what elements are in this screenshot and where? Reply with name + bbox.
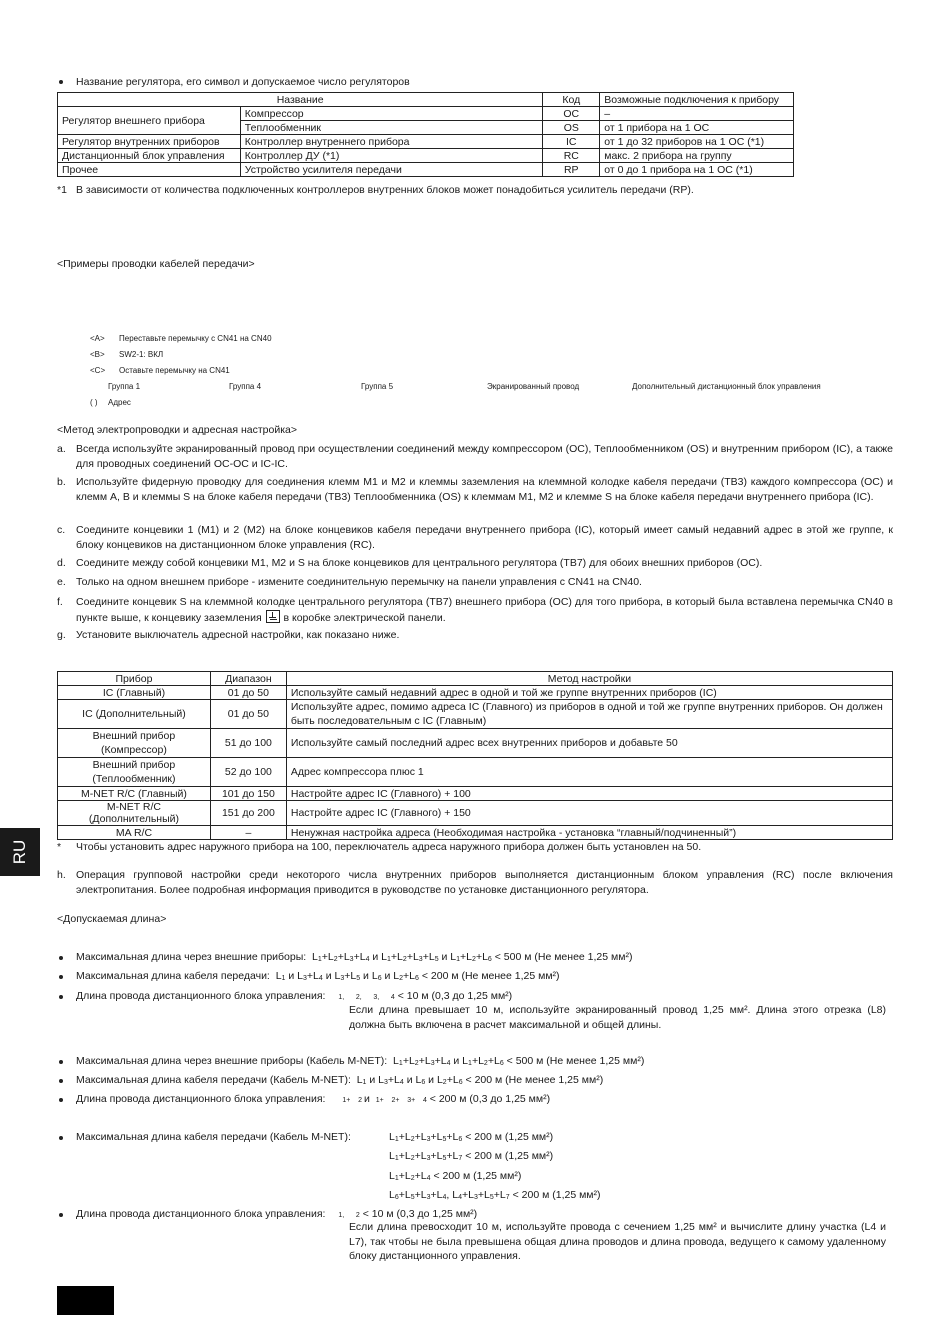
language-tab: [0, 828, 40, 876]
table-cell: 101 до 150: [210, 787, 286, 801]
bullet-icon: [59, 995, 63, 999]
legend-b-tag: <B>: [90, 350, 105, 359]
length-label-text: Максимальная длина кабеля передачи (Кабель M-NET):: [76, 1131, 351, 1143]
footnote-text: В зависимости от количества подключенных контроллеров внутренних блоков может понадобиться усилитель передачи (RP).: [76, 184, 694, 196]
length-formula: L1+L2+L4 < 200 м (1,25 мм²): [389, 1170, 522, 1182]
step-letter: d.: [57, 557, 66, 569]
step-text: Соедините концевики 1 (M1) и 2 (M2) на блоке концевиков кабеля передачи внутреннего прибора (IC), который имеет самый недавний адрес в этой же группе, к блоку концевиков на дистанционном блоке управления (RC).: [76, 524, 893, 551]
table-cell: макс. 2 прибора на группу: [600, 149, 794, 163]
table-cell: Используйте самый последний адрес всех внутренних приборов и добавьте 50: [286, 729, 892, 758]
legend-address: Адрес: [108, 398, 131, 407]
table-header: Название: [58, 93, 543, 107]
length-label-text: Максимальная длина кабеля передачи:: [76, 970, 270, 982]
table-header: Метод настройки: [286, 672, 892, 686]
footnote-mark: *1: [57, 184, 67, 196]
wiring-examples-heading: <Примеры проводки кабелей передачи>: [57, 258, 255, 270]
table-cell: RP: [543, 163, 600, 177]
length-label-text: Максимальная длина через внешние приборы:: [76, 951, 307, 963]
table-cell: 52 до 100: [210, 758, 286, 787]
table-cell: Теплообменник: [240, 121, 543, 135]
table-cell: Ненужная настройка адреса (Необходимая настройка - установка “главный/подчиненный”): [286, 826, 892, 840]
step-text-before: Соедините концевик S на клеммной колодке центрального регулятора (TB7) внешнего прибора (OC) для того прибора, в который была вставлена перемычка CN40 в пункте выше, к концевику заземления: [76, 596, 893, 624]
step-letter: f.: [57, 596, 63, 608]
legend-paren: ( ): [90, 398, 98, 407]
table-cell: Прочее: [58, 163, 241, 177]
table-cell: 151 до 200: [210, 801, 286, 826]
length-value: < 200 м (1,25 мм²): [465, 1131, 554, 1143]
table-cell: Используйте самый недавний адрес в одной и той же группе внутренних приборов (IC): [286, 686, 892, 700]
intro-bullet-text: Название регулятора, его символ и допускаемое число регуляторов: [76, 76, 410, 88]
table-header: Код: [543, 93, 600, 107]
length-label: Длина провода дистанционного блока управления: 1+ 2 и 1+ 2+ 3+ 4 < 200 м (0,3 до 1,25 мм²): [76, 1093, 551, 1105]
table-cell: Контроллер внутреннего прибора: [240, 135, 543, 149]
step-text: Операция групповой настройки среди некоторого числа внутренних приборов выполняется дистанционным блоком управления (RC) после включения электропитания. Более подробная информация приводится в руководстве по установке дистанционного регулятора.: [76, 869, 893, 896]
table-cell: Регулятор внутренних приборов: [58, 135, 241, 149]
step-letter: h.: [57, 869, 66, 881]
length-label: Максимальная длина через внешние приборы: L1+L2+L3+L4 и L1+L2+L3+L5 и L1+L2+L6 < 500 м (Не менее 1,25 мм²): [76, 951, 633, 963]
table-cell: IC (Главный): [58, 686, 211, 700]
note-text: Чтобы установить адрес наружного прибора на 100, переключатель адреса наружного прибора должен быть установлен на 50.: [76, 841, 702, 853]
length-value: < 10 м (0,3 до 1,25 мм²): [397, 990, 513, 1002]
bullet-icon: [59, 956, 63, 960]
legend-b-text: SW2-1: ВКЛ: [119, 350, 164, 359]
table-cell: Регулятор внешнего прибора: [58, 107, 241, 135]
table-cell: Внешний прибор (Теплообменник): [58, 758, 211, 787]
table-cell: 51 до 100: [210, 729, 286, 758]
table-cell: 01 до 50: [210, 700, 286, 729]
step-text: Установите выключатель адресной настройки, как показано ниже.: [76, 629, 400, 641]
ground-icon: [266, 610, 280, 623]
table-cell: Адрес компрессора плюс 1: [286, 758, 892, 787]
table-cell: от 1 прибора на 1 OC: [600, 121, 794, 135]
table-cell: Внешний прибор (Компрессор): [58, 729, 211, 758]
table-cell: OS: [543, 121, 600, 135]
bullet-icon: [59, 80, 63, 84]
table-header: Прибор: [58, 672, 211, 686]
table-cell: Устройство усилителя передачи: [240, 163, 543, 177]
length-label: Длина провода дистанционного блока управления: 1, 2 < 10 м (0,3 до 1,25 мм²): [76, 1208, 478, 1220]
step-text-after: в коробке электрической панели.: [283, 611, 446, 624]
legend-c-tag: <C>: [90, 366, 106, 375]
step-text: Соедините между собой концевики M1, M2 и S на блоке концевиков для центрального регулятора (TB7) для обоих внешних приборов (OC).: [76, 557, 763, 569]
length-label-text: Максимальная длина кабеля передачи (Кабель M-NET):: [76, 1074, 351, 1086]
table-cell: M-NET R/C (Дополнительный): [58, 801, 211, 826]
table-cell: Настройте адрес IC (Главного) + 100: [286, 787, 892, 801]
length-formula: L1+L2+L3+L5+L6 < 200 м (1,25 мм²): [389, 1131, 554, 1143]
bullet-icon: [59, 1213, 63, 1217]
step-text: Используйте фидерную проводку для соединения клемм M1 и M2 и клеммы заземления на клеммной колодке кабеля передачи (TB3) каждого компрессора (OC) и клемм A, B и клеммы S на блоке кабеля передачи (TB3) Теплообменника (OS) к клеммам M1, M2 и клемме S на блоке кабеля передачи внутреннего прибора (IC).: [76, 476, 893, 503]
table-cell: Компрессор: [240, 107, 543, 121]
table-cell: MA R/C: [58, 826, 211, 840]
table-cell: Дистанционный блок управления: [58, 149, 241, 163]
bullet-icon: [59, 1098, 63, 1102]
length-label-text: Длина провода дистанционного блока управления:: [76, 1093, 326, 1105]
address-table: [57, 671, 893, 840]
table-cell: OC: [543, 107, 600, 121]
table-cell: M-NET R/C (Главный): [58, 787, 211, 801]
length-value: < 200 м (1,25 мм²): [512, 1189, 601, 1201]
table-cell: IC: [543, 135, 600, 149]
table-cell: Используйте адрес, помимо адреса IC (Главного) из приборов в одной и той же группе внутренних приборов. Он должен быть последовательным с IC (Главным): [286, 700, 892, 729]
bullet-icon: [59, 1079, 63, 1083]
bullet-icon: [59, 975, 63, 979]
method-heading: <Метод электропроводки и адресная настройка>: [57, 424, 298, 436]
legend-group1: Группа 1: [108, 382, 141, 391]
length-heading: <Допускаемая длина>: [57, 913, 167, 925]
step-letter: c.: [57, 524, 66, 536]
table-cell: 01 до 50: [210, 686, 286, 700]
table-cell: Контроллер ДУ (*1): [240, 149, 543, 163]
bullet-icon: [59, 1136, 63, 1140]
length-label-text: Длина провода дистанционного блока управления:: [76, 1208, 326, 1220]
step-letter: b.: [57, 476, 66, 488]
legend-shielded: Экранированный провод: [487, 382, 580, 391]
step-letter: a.: [57, 443, 66, 455]
length-value: < 500 м (Не менее 1,25 мм²): [494, 951, 633, 963]
table-header: Диапазон: [210, 672, 286, 686]
legend-a-text: Переставьте перемычку с CN41 на CN40: [119, 334, 272, 343]
length-value: < 200 м (0,3 до 1,25 мм²): [429, 1093, 551, 1105]
length-value: < 200 м (1,25 мм²): [465, 1150, 554, 1162]
length-note: Если длина превышает 10 м, используйте экранированный провод 1,25 мм². Длина этого отрезка (L8) должна быть включена в расчет максимальной и общей длины.: [349, 1004, 886, 1031]
length-formula: L1+L2+L3+L5+L7 < 200 м (1,25 мм²): [389, 1150, 554, 1162]
note-star: *: [57, 841, 62, 853]
table-cell: RC: [543, 149, 600, 163]
length-note: Если длина превосходит 10 м, используйте провода с сечением 1,25 мм² и вычислите длину участка (L4 и L7), так чтобы не была превышена общая длина проводов и длина провода, ведущего к самому удаленному блоку дистанционного управления.: [349, 1221, 886, 1262]
step-text: Всегда используйте экранированный провод при осуществлении соединений между компрессором (OC), Теплообменником (OS) и внутренним прибором (IC), а также для проводных соединений OC-OC и IC-IC.: [76, 443, 893, 470]
table-cell: от 1 до 32 приборов на 1 OC (*1): [600, 135, 794, 149]
length-value: < 10 м (0,3 до 1,25 мм²): [362, 1208, 478, 1220]
length-label-text: Максимальная длина через внешние приборы (Кабель M-NET):: [76, 1055, 388, 1067]
table-header: Возможные подключения к прибору: [600, 93, 794, 107]
step-text: Только на одном внешнем приборе - измените соединительную перемычку на панели управления с CN41 на CN40.: [76, 576, 642, 588]
length-value: < 500 м (Не менее 1,25 мм²): [506, 1055, 645, 1067]
table-cell: от 0 до 1 прибора на 1 OC (*1): [600, 163, 794, 177]
length-label: Длина провода дистанционного блока управления: 1, 2, 3, 4 < 10 м (0,3 до 1,25 мм²): [76, 990, 513, 1002]
table-cell: Настройте адрес IC (Главного) + 150: [286, 801, 892, 826]
step-letter: g.: [57, 629, 66, 641]
controller-table: [57, 92, 794, 177]
bullet-icon: [59, 1060, 63, 1064]
legend-c-text: Оставьте перемычку на CN41: [119, 366, 230, 375]
legend-group4: Группа 4: [229, 382, 262, 391]
length-label: Максимальная длина кабеля передачи (Кабель M-NET): L1 и L3+L4 и L6 и L2+L6 < 200 м (Не менее 1,25 мм²): [76, 1074, 604, 1086]
length-value: < 200 м (Не менее 1,25 мм²): [465, 1074, 604, 1086]
length-value: < 200 м (1,25 мм²): [433, 1170, 522, 1182]
table-cell: –: [210, 826, 286, 840]
page-marker: [57, 1286, 114, 1315]
table-cell: IC (Дополнительный): [58, 700, 211, 729]
legend-extra-rc: Дополнительный дистанционный блок управления: [632, 382, 821, 391]
length-label: Максимальная длина кабеля передачи: L1 и L3+L4 и L3+L5 и L6 и L2+L6 < 200 м (Не менее 1,25 мм²): [76, 970, 560, 982]
step-letter: e.: [57, 576, 66, 588]
legend-a-tag: <A>: [90, 334, 105, 343]
table-cell: –: [600, 107, 794, 121]
step-text: [76, 595, 893, 625]
legend-group5: Группа 5: [361, 382, 394, 391]
length-label-text: Длина провода дистанционного блока управления:: [76, 990, 326, 1002]
length-value: < 200 м (Не менее 1,25 мм²): [421, 970, 560, 982]
length-formula: L6+L5+L3+L4, L4+L3+L5+L7 < 200 м (1,25 мм²): [389, 1189, 601, 1201]
language-tab-label: RU: [10, 839, 29, 865]
length-label: Максимальная длина через внешние приборы (Кабель M-NET): L1+L2+L3+L4 и L1+L2+L6 < 500 м (Не менее 1,25 мм²): [76, 1055, 645, 1067]
